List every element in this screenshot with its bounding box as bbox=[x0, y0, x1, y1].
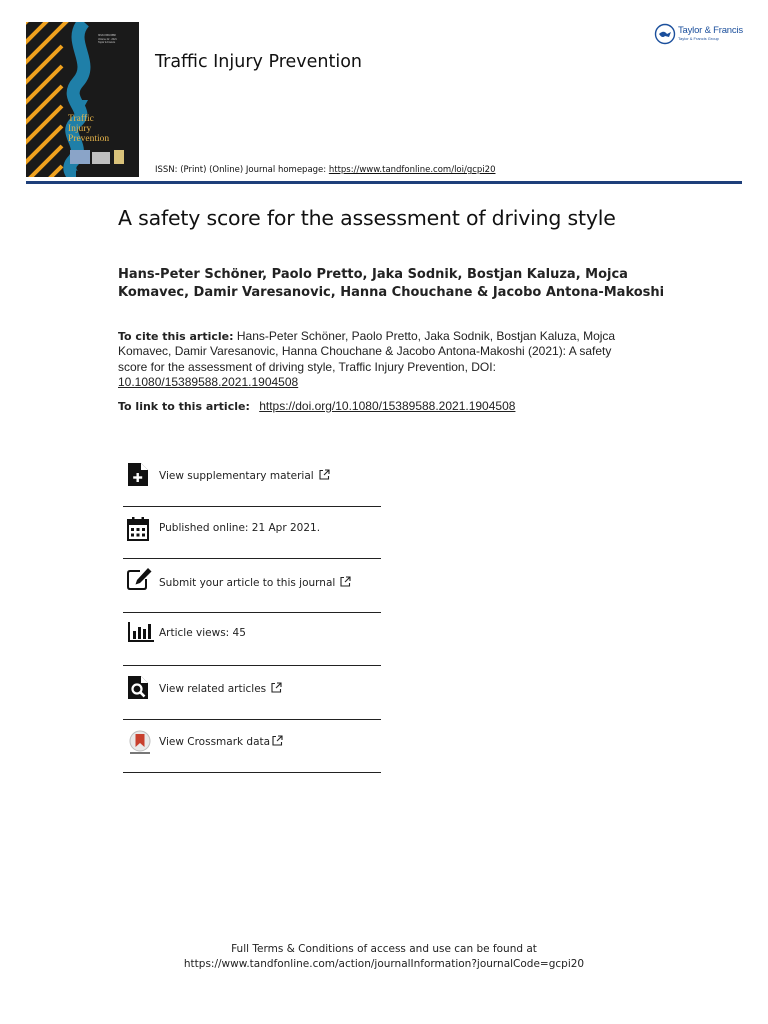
crossmark-icon bbox=[127, 730, 153, 761]
menu-label bbox=[159, 469, 330, 482]
menu-item-published bbox=[123, 507, 381, 559]
publisher-name: Taylor & Francis bbox=[678, 25, 743, 36]
calendar-icon bbox=[127, 517, 149, 546]
header-divider bbox=[26, 181, 742, 184]
menu-item-crossmark[interactable] bbox=[123, 720, 381, 773]
publisher-logo-icon bbox=[654, 23, 676, 45]
document-search-icon bbox=[127, 675, 149, 705]
article-link-line bbox=[118, 399, 678, 413]
menu-item-submit[interactable] bbox=[123, 559, 381, 613]
cover-artwork bbox=[26, 22, 139, 177]
menu-label-text: Submit your article to this journal bbox=[159, 577, 336, 589]
menu-label-text: View supplementary material bbox=[159, 470, 314, 482]
menu-label: Article views: 45 bbox=[159, 627, 246, 639]
cover-title-text: Traffic Injury Prevention bbox=[68, 114, 110, 144]
menu-label bbox=[159, 735, 283, 748]
article-actions-menu bbox=[123, 453, 381, 773]
citation-block bbox=[118, 329, 618, 391]
article-authors: Hans-Peter Schöner, Paolo Pretto, Jaka Sodnik, Bostjan Kaluza, Mojca Komavec, Damir Varesanovic, Hanna Chouchane & Jacobo Antona-Makoshi bbox=[118, 267, 665, 300]
menu-label-text: View related articles bbox=[159, 683, 267, 695]
external-link-icon bbox=[271, 682, 282, 693]
menu-label bbox=[159, 576, 351, 589]
issn-line bbox=[155, 165, 496, 175]
bar-chart-icon bbox=[127, 621, 155, 648]
external-link-icon bbox=[272, 735, 283, 746]
issn-label: ISSN: (Print) (Online) Journal homepage: bbox=[155, 165, 329, 175]
menu-label bbox=[159, 682, 282, 695]
footer-line-1: Full Terms & Conditions of access and use can be found at bbox=[231, 943, 537, 955]
external-link-icon bbox=[340, 576, 351, 587]
document-plus-icon bbox=[127, 462, 149, 492]
journal-title[interactable]: Traffic Injury Prevention bbox=[155, 52, 363, 72]
journal-cover-image bbox=[26, 22, 139, 177]
journal-homepage-link[interactable]: https://www.tandfonline.com/loi/gcpi20 bbox=[328, 165, 496, 175]
link-label: To link to this article: bbox=[118, 400, 250, 413]
cite-label: To cite this article: bbox=[118, 330, 234, 343]
menu-label: Published online: 21 Apr 2021. bbox=[159, 522, 321, 534]
cover-meta-text: ISSN 1538-9588 Volume 22 · 2021 Taylor & Francis bbox=[98, 34, 117, 45]
terms-footer bbox=[0, 942, 768, 972]
cite-doi-link[interactable]: 10.1080/15389588.2021.1904508 bbox=[118, 375, 299, 390]
menu-item-supplementary[interactable] bbox=[123, 453, 381, 507]
footer-terms-url[interactable]: https://www.tandfonline.com/action/journalInformation?journalCode=gcpi20 bbox=[183, 958, 585, 970]
cite-text: Hans-Peter Schöner, Paolo Pretto, Jaka Sodnik, Bostjan Kaluza, Mojca Komavec, Damir Varesanovic, Hanna Chouchane & Jacobo Antona-Makoshi (2021): A safety score for the assessment of driving style, Traffic Injury Prevention, DOI: bbox=[118, 329, 616, 374]
article-doi-link[interactable]: https://doi.org/10.1080/15389588.2021.1904508 bbox=[259, 399, 516, 413]
menu-item-related[interactable] bbox=[123, 666, 381, 720]
external-link-icon bbox=[319, 469, 330, 480]
publisher-logo[interactable] bbox=[654, 22, 746, 48]
publisher-group: Taylor & Francis Group bbox=[678, 36, 719, 41]
menu-item-views bbox=[123, 613, 381, 666]
edit-icon bbox=[127, 567, 153, 596]
article-title: A safety score for the assessment of driving style bbox=[118, 206, 616, 230]
menu-label-text: View Crossmark data bbox=[159, 736, 271, 748]
